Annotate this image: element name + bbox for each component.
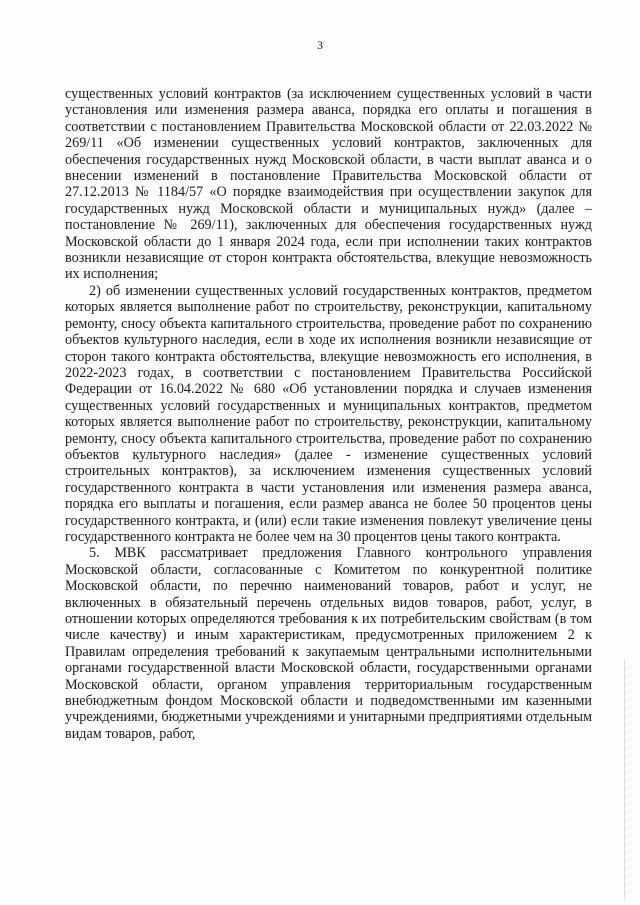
paragraph-item-2: 2) об изменении существенных условий государственных контрактов, предметом которых является выполнение работ по строительству, реконструкции, капитальному ремонту, сносу объекта капитального строительства, проведение работ по сохранению объектов культурного наследия, если в ходе их исполнения возникли независящие от сторон такого контракта обстоятельства, влекущие невозможность его исполнения, в 2022-2023 годах, в соответствии с постановлением Правительства Российской Федерации от 16.04.2022 № 680 «Об установлении порядка и случаев изменения существенных условий государственных и муниципальных контрактов, предметом которых является выполнение работ по строительству, реконструкции, капитальному ремонту, сносу объекта капитального строительства, проведение работ по сохранению объектов культурного наследия» (далее - изменение существенных условий строительных контрактов), за исключением изменения существенных условий государственного контракта в части установления или изменения размера аванса, порядка его выплаты и погашения, если размер аванса не более 50 процентов цены государственного контракта, и (или) если такие изменения повлекут увеличение цены государственного контракта не более чем на 30 процентов цены такого контракта. — [65, 282, 592, 545]
scan-margin-mark — [624, 660, 628, 900]
document-body — [65, 86, 592, 742]
paragraph-item-5: 5. МВК рассматривает предложения Главного контрольного управления Московской области, согласованные с Комитетом по конкурентной политике Московской области, по перечню наименований товаров, работ и услуг, не включенных в обязательный перечень отдельных видов товаров, работ, услуг, в отношении которых определяются требования к их потребительским свойствам (в том числе качеству) и иным характеристикам, предусмотренных приложением 2 к Правилам определения требований к закупаемым центральными исполнительными органами государственной власти Московской области, государственными органами Московской области, органом управления территориальным государственным внебюджетным фондом Московской области и подведомственными им казенными учреждениями, бюджетными учреждениями и унитарными предприятиями отдельным видам товаров, работ, — [65, 545, 592, 742]
page-number: 3 — [317, 38, 323, 52]
paragraph-continuation: существенных условий контрактов (за исключением существенных условий в части установления или изменения размера аванса, порядка его оплаты и погашения в соответствии с постановлением Правительства Московской области от 22.03.2022 № 269/11 «Об изменении существенных условий контрактов, заключенных для обеспечения государственных нужд Московской области, в части выплат аванса и о внесении изменений в постановление Правительства Московской области от 27.12.2013 № 1184/57 «О порядке взаимодействия при осуществлении закупок для государственных нужд Московской области и муниципальных нужд» (далее – постановление № 269/11), заключенных для обеспечения государственных нужд Московской области до 1 января 2024 года, если при исполнении таких контрактов возникли независящие от сторон контракта обстоятельства, влекущие невозможность их исполнения; — [65, 86, 592, 283]
